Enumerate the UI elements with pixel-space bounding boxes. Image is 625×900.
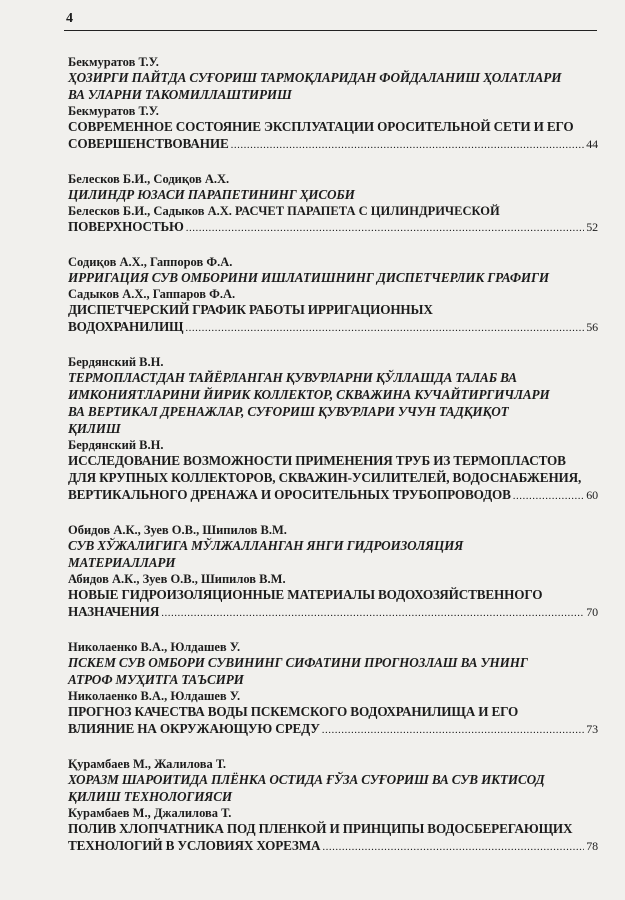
- toc-title-uz-line: АТРОФ МУҲИТГА ТАЪСИРИ: [68, 672, 244, 687]
- toc-page-number: 60: [586, 488, 598, 502]
- toc-author-uz: Николаенко В.А., Юлдашев У.: [68, 640, 241, 654]
- toc-title-uz-line: ВА ВЕРТИКАЛ ДРЕНАЖЛАР, СУҒОРИШ ҚУВУРЛАРИ УЧУН ТАДҚИҚОТ: [68, 404, 509, 419]
- toc-title-uz-line: ЦИЛИНДР ЮЗАСИ ПАРАПЕТИНИНГ ҲИСОБИ: [68, 187, 355, 202]
- dot-leader: [186, 220, 585, 236]
- toc-title-uz-line: ПСКЕМ СУВ ОМБОРИ СУВИНИНГ СИФАТИНИ ПРОГНОЗЛАШ ВА УНИНГ: [68, 655, 528, 670]
- toc-title-ru-last: ВЕРТИКАЛЬНОГО ДРЕНАЖА И ОРОСИТЕЛЬНЫХ ТРУБОПРОВОДОВ: [68, 487, 511, 502]
- toc-title-uz-line: ҲОЗИРГИ ПАЙТДА СУҒОРИШ ТАРМОҚЛАРИДАН ФОЙДАЛАНИШ ҲОЛАТЛАРИ: [68, 70, 562, 85]
- toc-leader-line: [68, 487, 598, 504]
- toc-title-ru-line: ДЛЯ КРУПНЫХ КОЛЛЕКТОРОВ, СКВАЖИН-УСИЛИТЕЛЕЙ, ВОДОСНАБЖЕНИЯ,: [68, 470, 582, 485]
- toc-author-ru: Николаенко В.А., Юлдашев У.: [68, 689, 241, 703]
- toc-title-ru-line: ДИСПЕТЧЕРСКИЙ ГРАФИК РАБОТЫ ИРРИГАЦИОННЫХ: [68, 302, 433, 317]
- toc-page-number: 73: [586, 722, 598, 736]
- toc-author-uz: Бекмуратов Т.У.: [68, 55, 159, 69]
- toc-title-ru-last: ПОВЕРХНОСТЬЮ: [68, 219, 184, 234]
- toc-title-ru-last: ВЛИЯНИЕ НА ОКРУЖАЮЩУЮ СРЕДУ: [68, 721, 320, 736]
- header-rule: [64, 30, 597, 31]
- toc-title-uz-line: ҚИЛИШ: [68, 421, 121, 436]
- toc-title-ru-last: ТЕХНОЛОГИЙ В УСЛОВИЯХ ХОРЕЗМА: [68, 838, 321, 853]
- dot-leader: [322, 722, 585, 738]
- toc-title-ru-last: НАЗНАЧЕНИЯ: [68, 604, 160, 619]
- toc-page-number: 70: [586, 605, 598, 619]
- table-of-contents: [68, 55, 598, 874]
- toc-title-uz-line: МАТЕРИАЛЛАРИ: [68, 555, 176, 570]
- toc-author-uz: Қурамбаев М., Жалилова Т.: [68, 757, 227, 771]
- toc-page-number: 78: [586, 839, 598, 853]
- toc-entry: [68, 355, 598, 504]
- toc-title-uz-line: СУВ ХЎЖАЛИГИГА МЎЛЖАЛЛАНГАН ЯНГИ ГИДРОИЗОЛЯЦИЯ: [68, 538, 464, 553]
- toc-entry: [68, 55, 598, 153]
- toc-title-ru-line: ИССЛЕДОВАНИЕ ВОЗМОЖНОСТИ ПРИМЕНЕНИЯ ТРУБ ИЗ ТЕРМОПЛАСТОВ: [68, 453, 566, 468]
- toc-title-uz-line: ТЕРМОПЛАСТДАН ТАЙЁРЛАНГАН ҚУВУРЛАРНИ ҚЎЛЛАШДА ТАЛАБ ВА: [68, 370, 517, 385]
- toc-author-ru: Бекмуратов Т.У.: [68, 104, 159, 118]
- toc-author-uz: Содиқов А.Х., Гаппоров Ф.А.: [68, 255, 233, 269]
- toc-title-uz-line: ХОРАЗМ ШАРОИТИДА ПЛЁНКА ОСТИДА ҒЎЗА СУҒОРИШ ВА СУВ ИКТИСОД: [68, 772, 545, 787]
- toc-title-ru-line: ПРОГНОЗ КАЧЕСТВА ВОДЫ ПСКЕМСКОГО ВОДОХРАНИЛИЩА И ЕГО: [68, 704, 519, 719]
- toc-title-uz-line: ВА УЛАРНИ ТАКОМИЛЛАШТИРИШ: [68, 87, 292, 102]
- toc-leader-line: [68, 319, 598, 336]
- toc-entry: [68, 757, 598, 855]
- toc-title-ru-line: ПОЛИВ ХЛОПЧАТНИКА ПОД ПЛЕНКОЙ И ПРИНЦИПЫ ВОДОСБЕРЕГАЮЩИХ: [68, 821, 573, 836]
- dot-leader: [322, 839, 584, 855]
- toc-title-uz-line: ИРРИГАЦИЯ СУВ ОМБОРИНИ ИШЛАТИШНИНГ ДИСПЕТЧЕРЛИК ГРАФИГИ: [68, 270, 549, 285]
- toc-page-number: 56: [586, 320, 598, 334]
- dot-leader: [161, 605, 584, 621]
- toc-entry: [68, 255, 598, 336]
- toc-title-uz-line: ҚИЛИШ ТЕХНОЛОГИЯСИ: [68, 789, 232, 804]
- page-number: 4: [66, 11, 73, 26]
- toc-author-uz: Белесков Б.И., Содиқов А.Х.: [68, 172, 230, 186]
- toc-author-ru: Курамбаев М., Джалилова Т.: [68, 806, 232, 820]
- toc-entry: [68, 640, 598, 738]
- toc-author-ru: Белесков Б.И., Садыков А.Х. РАСЧЕТ ПАРАПЕТА С ЦИЛИНДРИЧЕСКОЙ: [68, 204, 500, 218]
- toc-author-ru: Бердянский В.Н.: [68, 438, 164, 452]
- toc-author-uz: Бердянский В.Н.: [68, 355, 164, 369]
- toc-entry: [68, 523, 598, 621]
- dot-leader: [513, 488, 585, 504]
- toc-author-uz: Обидов А.К., Зуев О.В., Шипилов В.М.: [68, 523, 287, 537]
- toc-page-number: 52: [586, 220, 598, 234]
- toc-author-ru: Садыков А.Х., Гаппаров Ф.А.: [68, 287, 236, 301]
- toc-title-ru-line: НОВЫЕ ГИДРОИЗОЛЯЦИОННЫЕ МАТЕРИАЛЫ ВОДОХОЗЯЙСТВЕННОГО: [68, 587, 543, 602]
- toc-entry: [68, 172, 598, 236]
- toc-leader-line: [68, 136, 598, 153]
- dot-leader: [185, 320, 584, 336]
- toc-title-ru-last: СОВЕРШЕНСТВОВАНИЕ: [68, 136, 229, 151]
- toc-leader-line: [68, 604, 598, 621]
- toc-title-ru-last: ВОДОХРАНИЛИЩ: [68, 319, 184, 334]
- toc-author-ru: Абидов А.К., Зуев О.В., Шипилов В.М.: [68, 572, 286, 586]
- dot-leader: [231, 137, 585, 153]
- toc-leader-line: [68, 219, 598, 236]
- toc-leader-line: [68, 838, 598, 855]
- toc-page-number: 44: [586, 137, 598, 151]
- toc-title-ru-line: СОВРЕМЕННОЕ СОСТОЯНИЕ ЭКСПЛУАТАЦИИ ОРОСИТЕЛЬНОЙ СЕТИ И ЕГО: [68, 119, 574, 134]
- toc-title-uz-line: ИМКОНИЯТЛАРИНИ ЙИРИК КОЛЛЕКТОР, СКВАЖИНА КУЧАЙТИРГИЧЛАРИ: [68, 387, 550, 402]
- toc-leader-line: [68, 721, 598, 738]
